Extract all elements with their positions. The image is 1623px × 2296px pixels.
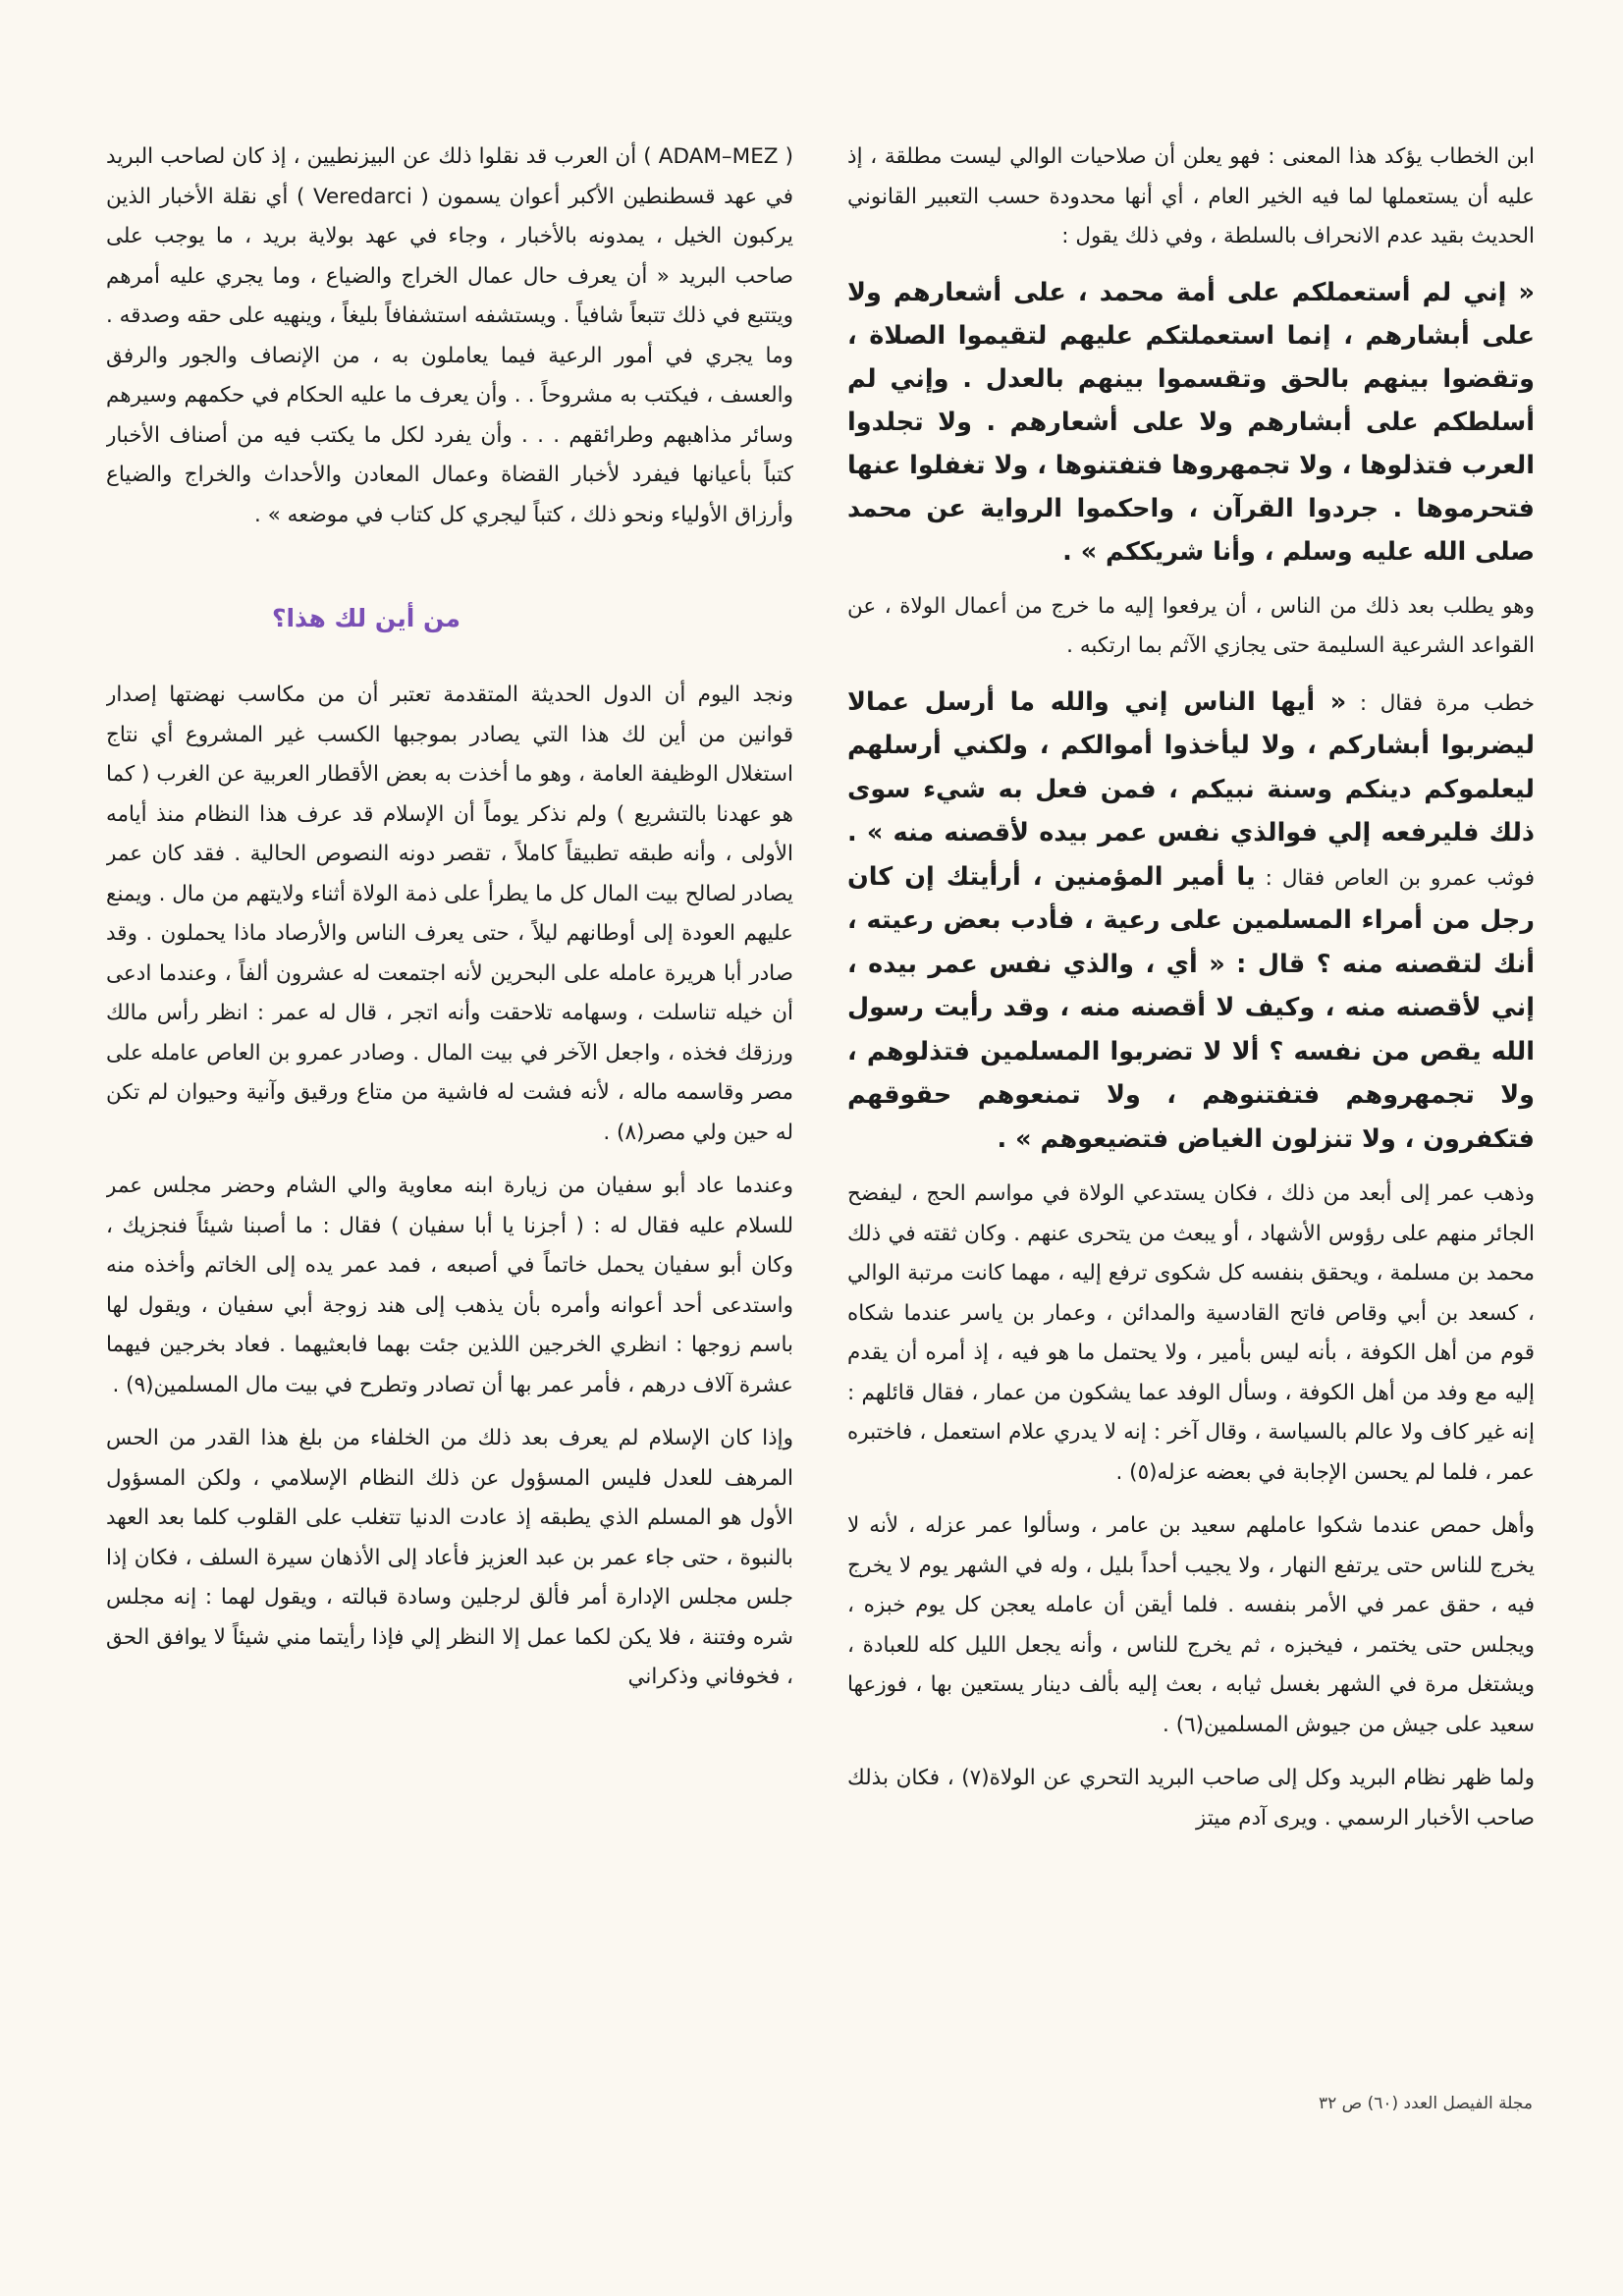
section-title: من أين لك هذا؟ [271, 604, 461, 632]
paragraph: وعندما عاد أبو سفيان من زيارة ابنه معاوية والي الشام وحضر مجلس عمر للسلام عليه فقال له : ( أجزنا يا أبا سفيان ) فقال : ما أصبنا شيئاً فنجزيك ، وكان أبو سفيان يحمل خاتماً في أصبعه ، فمد عمر يده إلى الخاتم وأخذه منه واستدعى أحد أعوانه وأمره بأن يذهب إلى هند زوجة أبي سفيان ، ويقول لها باسم زوجها : انظري الخرجين اللذين جئت بهما فابعثيهما . فعاد بخرجين فيهما عشرة آلاف درهم ، فأمر عمر بها أن تصادر وتطرح في بيت مال المسلمين(٩) . [106, 1174, 793, 1397]
paragraph: وذهب عمر إلى أبعد من ذلك ، فكان يستدعي الولاة في مواسم الحج ، ليفضح الجائر منهم على رؤوس الأشهاد ، أو يبعث من يتحرى عنهم . وكان ثقته في ذلك محمد بن مسلمة ، ويحقق بنفسه كل شكوى ترفع إليه ، مهما كانت مرتبة الوالي ، كسعد بن أبي وقاص فاتح القادسية والمدائن ، وعمار بن ياسر عندما شكاه قوم من أهل الكوفة ، بأنه ليس بأمير ، ولا يحتمل ما هو فيه ، إذ أمره أن يقدم إليه مع وفد من أهل الكوفة ، وسأل الوفد عما يشكون من عمار ، فقال قائلهم : إنه غير كاف ولا عالم بالسياسة ، وقال آخر : إنه لا يدري علام استعمل ، فاختبره عمر ، فلما لم يحسن الإجابة في بعضه عزله(٥) . [847, 1181, 1535, 1485]
speech-intro: فوثب عمرو بن العاص فقال : [1265, 865, 1535, 891]
paragraph: وهو يطلب بعد ذلك من الناس ، أن يرفعوا إليه ما خرج من أعمال الولاة ، عن القواعد الشرعية السليمة حتى يجازي الآثم بما ارتكبه . [847, 593, 1535, 658]
paragraph: وإذا كان الإسلام لم يعرف بعد ذلك من الخلفاء من بلغ هذا القدر من الحس المرهف للعدل فليس المسؤول عن ذلك النظام الإسلامي ، ولكن المسؤول الأول هو المسلم الذي يطبقه إذ عادت الدنيا تتغلب على القلوب كلما بعد العهد بالنبوة ، حتى جاء عمر بن عبد العزيز فأعاد إلى الأذهان سيرة السلف ، فكان إذا جلس مجلس الإدارة أمر فألق لرجلين وسادة قبالته ، ويقول لهما : إنه مجلس شره وفتنة ، فلا يكن لكما عمل إلا النظر إلي فإذا رأيتما مني شيئاً لا يوافق الحق ، فخوفاني وذكراني [106, 1426, 793, 1689]
paragraph: ( ADAM–MEZ ) أن العرب قد نقلوا ذلك عن البيزنطيين ، إذ كان لصاحب البريد في عهد قسطنطين الأكبر أعوان يسمون ( Veredarci ) أي نقلة الأخبار الذين يركبون الخيل ، يمدونه بالأخبار ، وجاء في عهد بولاية بريد ، ما يوجب على صاحب البريد « أن يعرف حال عمال الخراج والضياع ، وما يجري عليه أمرهم ويتتبع في ذلك تتبعاً شافياً . ويستشفه استشفافاً بليغاً ، وينهيه على حقه وصدقه . وما يجري في أمور الرعية فيما يعاملون به ، من الإنصاف والجور والرفق والعسف ، فيكتب به مشروحاً . . وأن يعرف ما عليه الحكام في حكمهم وسيرهم وسائر مذاهبهم وطرائقهم . . . وأن يفرد لكل ما يكتب فيه من أصناف الأخبار كتباً بأعيانها فيفرد لأخبار القضاة وعمال المعادن والأحداث والخراج والضياع وأرزاق الأولياء ونحو ذلك ، كتباً ليجري كل كتاب في موضعه » . [106, 144, 793, 527]
paragraph: ولما ظهر نظام البريد وكل إلى صاحب البريد التحري عن الولاة(٧) ، فكان بذلك صاحب الأخبار الرسمي . ويرى آدم ميتز [847, 1766, 1535, 1831]
paragraph: ابن الخطاب يؤكد هذا المعنى : فهو يعلن أن صلاحيات الوالي ليست مطلقة ، إذ عليه أن يستعملها لما فيه الخير العام ، أي أنها محدودة حسب التعبير القانوني الحديث بقيد عدم الانحراف بالسلطة ، وفي ذلك يقول : [847, 144, 1535, 248]
left-column [106, 137, 793, 2062]
paragraph: ونجد اليوم أن الدول الحديثة المتقدمة تعتبر أن من مكاسب نهضتها إصدار قوانين من أين لك هذا التي يصادر بموجبها الكسب غير المشروع أي نتاج استغلال الوظيفة العامة ، وهو ما أخذت به بعض الأقطار العربية عن الغرب ( كما هو عهدنا بالتشريع ) ولم نذكر يوماً أن الإسلام قد عرف هذا النظام منذ أيامه الأولى ، وأنه طبقه تطبيقاً كاملاً ، تقصر دونه النصوص الحالية . فقد كان عمر يصادر لصالح بيت المال كل ما يطرأ على ذمة الولاة أثناء ولايتهم من مال . ويمنع عليهم العودة إلى أوطانهم ليلاً ، حتى يعرف الناس والأرصاد ماذا يحملون . وقد صادر أبا هريرة عامله على البحرين لأنه اجتمعت له عشرون ألفاً ، وعندما ادعى أن خيله تناسلت ، وسهامه تلاحقت وأنه اتجر ، قال له عمر : انظر رأس مالك ورزقك فخذه ، واجعل الآخر في بيت المال . وصادر عمرو بن العاص عامله على مصر وقاسمه ماله ، لأنه فشت له فاشية من متاع ورقيق وآنية وحيوان لم تكن له حين ولي مصر(٨) . [106, 683, 793, 1145]
speech-intro: خطب مرة فقال : [1359, 690, 1535, 716]
quote-paragraph: « إني لم أستعملكم على أمة محمد ، على أشعارهم ولا على أبشارهم ، إنما استعملتكم عليهم لتقيموا الصلاة ، وتقضوا بينهم بالحق وتقسموا بينهم بالعدل . وإني لم أسلطكم على أبشارهم ولا على أشعارهم . ولا تجلدوا العرب فتذلوها ، ولا تجمهروها فتفتنوها ، ولا تغفلوا عنها فتحرموها . جردوا القرآن ، واحكموا الرواية عن محمد صلى الله عليه وسلم ، وأنا شريككم » . [847, 277, 1535, 567]
right-column [847, 137, 1535, 2062]
speech-quote: « أيها الناس إني والله ما أرسل عمالا ليضربوا أبشاركم ، ولا ليأخذوا أموالكم ، ولكني أرسلهم ليعلموكم دينكم وسنة نبيكم ، فمن فعل به شيء سوى ذلك فليرفعه إلي فوالذي نفس عمر بيده لأقصنه منه » . [847, 686, 1535, 847]
speech-quote: يا أمير المؤمنين ، أرأيتك إن كان رجل من أمراء المسلمين على رعية ، فأدب بعض رعيته ، أنك لتقصنه منه ؟ قال : « أي ، والذي نفس عمر بيده ، إني لأقصنه منه ، وكيف لا أقصنه منه ، وقد رأيت رسول الله يقص من نفسه ؟ ألا لا تضربوا المسلمين فتذلوهم ، ولا تجمهروهم فتفتنوهم ، ولا تمنعوهم حقوقهم فتكفرون ، ولا تنزلون الغياض فتضيعوهم » . [847, 861, 1535, 1154]
paragraph: وأهل حمص عندما شكوا عاملهم سعيد بن عامر ، وسألوا عمر عزله ، لأنه لا يخرج للناس حتى يرتفع النهار ، ولا يجيب أحداً بليل ، وله في الشهر يوم لا يخرج فيه ، حقق عمر في الأمر بنفسه . فلما أيقن أن عامله يعجن كل يوم خبزه ، ويجلس حتى يختمر ، فيخبزه ، ثم يخرج للناس ، وأنه يجعل الليل كله للعبادة ، ويشتغل مرة في الشهر بغسل ثيابه ، بعث إليه بألف دينار يستعين بها ، فوزعها سعيد على جيش من جيوش المسلمين(٦) . [847, 1513, 1535, 1737]
page-footer: مجلة الفيصل العدد (٦٠) ص ٣٢ [1318, 2094, 1533, 2113]
paragraph [847, 681, 1535, 1162]
